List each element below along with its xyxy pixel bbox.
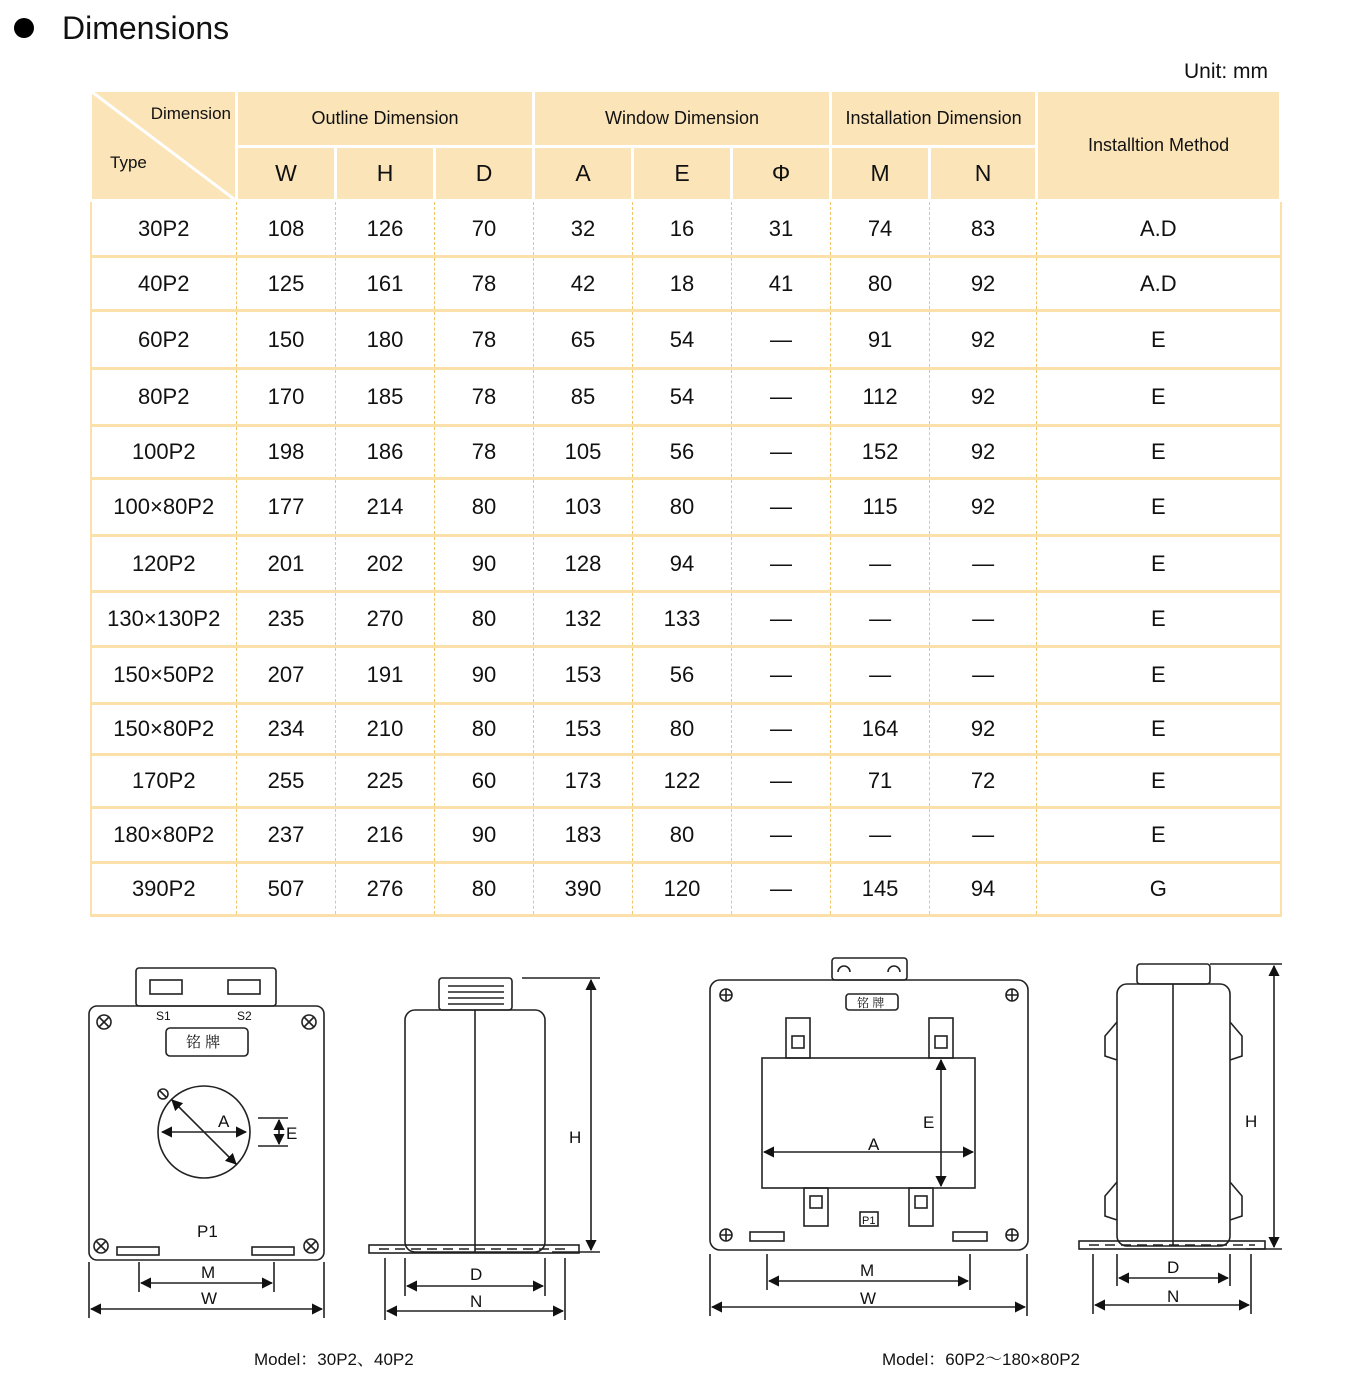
cell-n: 83 [930, 201, 1037, 257]
cell-h: 202 [336, 536, 435, 592]
sub-a: A [534, 147, 633, 201]
cell-n: 92 [930, 479, 1037, 536]
bullet-icon [14, 18, 34, 38]
cell-w: 207 [237, 647, 336, 704]
cell-type: 170P2 [91, 755, 237, 808]
cell-e: 133 [633, 592, 732, 647]
cell-w: 255 [237, 755, 336, 808]
table-row [91, 369, 1281, 426]
dimensions-table [89, 89, 1282, 917]
header-row-groups [91, 91, 1281, 147]
label-m-2: M [860, 1261, 875, 1280]
sub-d: D [435, 147, 534, 201]
cell-phi: — [732, 592, 831, 647]
label-n-2: N [1167, 1287, 1180, 1306]
label-e-2: E [923, 1113, 935, 1132]
cell-a: 32 [534, 201, 633, 257]
cell-phi: — [732, 863, 831, 916]
cell-n: — [930, 536, 1037, 592]
cell-phi: — [732, 369, 831, 426]
cell-m: 145 [831, 863, 930, 916]
cell-w: 150 [237, 311, 336, 369]
cell-n: 92 [930, 257, 1037, 311]
cell-a: 128 [534, 536, 633, 592]
cell-phi: — [732, 311, 831, 369]
cell-h: 216 [336, 808, 435, 863]
cell-a: 390 [534, 863, 633, 916]
cell-m: 152 [831, 426, 930, 479]
cell-a: 173 [534, 755, 633, 808]
cell-method: E [1037, 592, 1281, 647]
cell-h: 186 [336, 426, 435, 479]
cell-d: 90 [435, 647, 534, 704]
cell-type: 150×80P2 [91, 704, 237, 755]
sub-phi: Φ [732, 147, 831, 201]
cell-a: 103 [534, 479, 633, 536]
cell-h: 210 [336, 704, 435, 755]
sub-e: E [633, 147, 732, 201]
label-h-1: H [569, 1128, 582, 1147]
cell-h: 180 [336, 311, 435, 369]
cell-m: — [831, 536, 930, 592]
cell-w: 237 [237, 808, 336, 863]
sub-n: N [930, 147, 1037, 201]
cell-method: G [1037, 863, 1281, 916]
cell-n: 92 [930, 426, 1037, 479]
table-row [91, 755, 1281, 808]
cell-m: 80 [831, 257, 930, 311]
cell-d: 70 [435, 201, 534, 257]
cell-m: — [831, 808, 930, 863]
cell-e: 18 [633, 257, 732, 311]
table-row [91, 863, 1281, 916]
cell-method: E [1037, 311, 1281, 369]
cell-n: 92 [930, 311, 1037, 369]
corner-header [91, 91, 237, 201]
cell-method: A.D [1037, 201, 1281, 257]
cell-method: E [1037, 536, 1281, 592]
cell-method: E [1037, 704, 1281, 755]
group-outline: Outline Dimension [237, 91, 534, 147]
cell-type: 120P2 [91, 536, 237, 592]
cell-a: 183 [534, 808, 633, 863]
corner-dimension-label: Dimension [150, 104, 231, 123]
drawing1-side-view [369, 978, 600, 1320]
cell-type: 150×50P2 [91, 647, 237, 704]
cell-phi: — [732, 479, 831, 536]
cell-type: 80P2 [91, 369, 237, 426]
label-a-1: A [218, 1112, 230, 1131]
cell-a: 42 [534, 257, 633, 311]
cell-n: — [930, 592, 1037, 647]
cell-h: 161 [336, 257, 435, 311]
cell-d: 80 [435, 704, 534, 755]
label-w-1: W [201, 1289, 218, 1308]
cell-h: 276 [336, 863, 435, 916]
table-row [91, 479, 1281, 536]
cell-n: 92 [930, 704, 1037, 755]
cell-n: 94 [930, 863, 1037, 916]
cell-h: 214 [336, 479, 435, 536]
label-m-1: M [201, 1263, 216, 1282]
cell-method: E [1037, 755, 1281, 808]
cell-a: 85 [534, 369, 633, 426]
label-d-2: D [1167, 1258, 1180, 1277]
cell-phi: — [732, 536, 831, 592]
cell-d: 80 [435, 479, 534, 536]
table-row [91, 426, 1281, 479]
sub-w: W [237, 147, 336, 201]
label-a-2: A [868, 1135, 880, 1154]
cell-a: 153 [534, 647, 633, 704]
cell-d: 90 [435, 536, 534, 592]
dimension-drawings [0, 940, 1361, 1340]
cell-e: 80 [633, 479, 732, 536]
cell-method: E [1037, 479, 1281, 536]
unit-label: Unit: mm [1184, 60, 1268, 83]
group-installation: Installation Dimension [831, 91, 1037, 147]
table-row [91, 592, 1281, 647]
cell-e: 56 [633, 426, 732, 479]
table-row [91, 311, 1281, 369]
cell-type: 30P2 [91, 201, 237, 257]
cell-type: 60P2 [91, 311, 237, 369]
cell-e: 80 [633, 704, 732, 755]
cell-h: 185 [336, 369, 435, 426]
cell-w: 170 [237, 369, 336, 426]
cell-m: 71 [831, 755, 930, 808]
label-p1-1: P1 [197, 1222, 218, 1241]
label-w-2: W [860, 1289, 877, 1308]
corner-type-label: Type [110, 153, 147, 172]
nameplate-label-1: 铭 牌 [186, 1034, 221, 1051]
label-h-2: H [1245, 1112, 1258, 1131]
cell-type: 180×80P2 [91, 808, 237, 863]
cell-d: 90 [435, 808, 534, 863]
cell-h: 225 [336, 755, 435, 808]
cell-phi: — [732, 755, 831, 808]
label-s2: S2 [237, 1009, 252, 1023]
table-body [91, 201, 1281, 916]
cell-h: 126 [336, 201, 435, 257]
cell-w: 507 [237, 863, 336, 916]
cell-w: 108 [237, 201, 336, 257]
cell-m: 115 [831, 479, 930, 536]
section-heading [14, 8, 229, 48]
cell-type: 130×130P2 [91, 592, 237, 647]
table-row [91, 808, 1281, 863]
sub-m: M [831, 147, 930, 201]
cell-n: — [930, 808, 1037, 863]
cell-w: 235 [237, 592, 336, 647]
label-p1-2: P1 [862, 1215, 876, 1227]
cell-h: 270 [336, 592, 435, 647]
cell-e: 120 [633, 863, 732, 916]
cell-m: — [831, 647, 930, 704]
cell-phi: — [732, 704, 831, 755]
cell-e: 94 [633, 536, 732, 592]
caption-model-1: Model：30P2、40P2 [254, 1350, 414, 1369]
cell-w: 198 [237, 426, 336, 479]
cell-phi: — [732, 808, 831, 863]
label-d-1: D [470, 1265, 483, 1284]
cell-phi: 41 [732, 257, 831, 311]
cell-method: E [1037, 369, 1281, 426]
cell-n: 72 [930, 755, 1037, 808]
cell-method: E [1037, 647, 1281, 704]
cell-a: 132 [534, 592, 633, 647]
cell-m: 91 [831, 311, 930, 369]
cell-d: 78 [435, 369, 534, 426]
table-row [91, 201, 1281, 257]
cell-method: A.D [1037, 257, 1281, 311]
cell-method: E [1037, 426, 1281, 479]
cell-phi: — [732, 426, 831, 479]
cell-e: 54 [633, 369, 732, 426]
cell-e: 122 [633, 755, 732, 808]
label-e-1: E [286, 1124, 298, 1143]
table-row [91, 536, 1281, 592]
table-row [91, 257, 1281, 311]
cell-n: 92 [930, 369, 1037, 426]
cell-w: 201 [237, 536, 336, 592]
cell-n: — [930, 647, 1037, 704]
cell-phi: 31 [732, 201, 831, 257]
cell-w: 234 [237, 704, 336, 755]
cell-method: E [1037, 808, 1281, 863]
cell-e: 56 [633, 647, 732, 704]
cell-a: 153 [534, 704, 633, 755]
cell-d: 60 [435, 755, 534, 808]
cell-e: 80 [633, 808, 732, 863]
drawing2-side-view [1079, 964, 1282, 1314]
cell-d: 78 [435, 426, 534, 479]
caption-model-2: Model：60P2～180×80P2 [882, 1350, 1080, 1369]
cell-m: 74 [831, 201, 930, 257]
cell-d: 80 [435, 863, 534, 916]
heading-text: Dimensions [62, 9, 230, 46]
cell-type: 390P2 [91, 863, 237, 916]
cell-m: 164 [831, 704, 930, 755]
cell-type: 100×80P2 [91, 479, 237, 536]
cell-m: — [831, 592, 930, 647]
cell-w: 177 [237, 479, 336, 536]
sub-h: H [336, 147, 435, 201]
cell-e: 16 [633, 201, 732, 257]
cell-d: 78 [435, 311, 534, 369]
cell-d: 80 [435, 592, 534, 647]
cell-e: 54 [633, 311, 732, 369]
table-row [91, 704, 1281, 755]
cell-a: 105 [534, 426, 633, 479]
cell-a: 65 [534, 311, 633, 369]
cell-type: 100P2 [91, 426, 237, 479]
label-n-1: N [470, 1292, 483, 1311]
nameplate-label-2: 铭 牌 [857, 996, 885, 1010]
cell-h: 191 [336, 647, 435, 704]
cell-d: 78 [435, 257, 534, 311]
group-method: Installtion Method [1037, 91, 1281, 201]
cell-m: 112 [831, 369, 930, 426]
cell-w: 125 [237, 257, 336, 311]
table-row [91, 647, 1281, 704]
cell-type: 40P2 [91, 257, 237, 311]
cell-phi: — [732, 647, 831, 704]
label-s1: S1 [156, 1009, 171, 1023]
group-window: Window Dimension [534, 91, 831, 147]
